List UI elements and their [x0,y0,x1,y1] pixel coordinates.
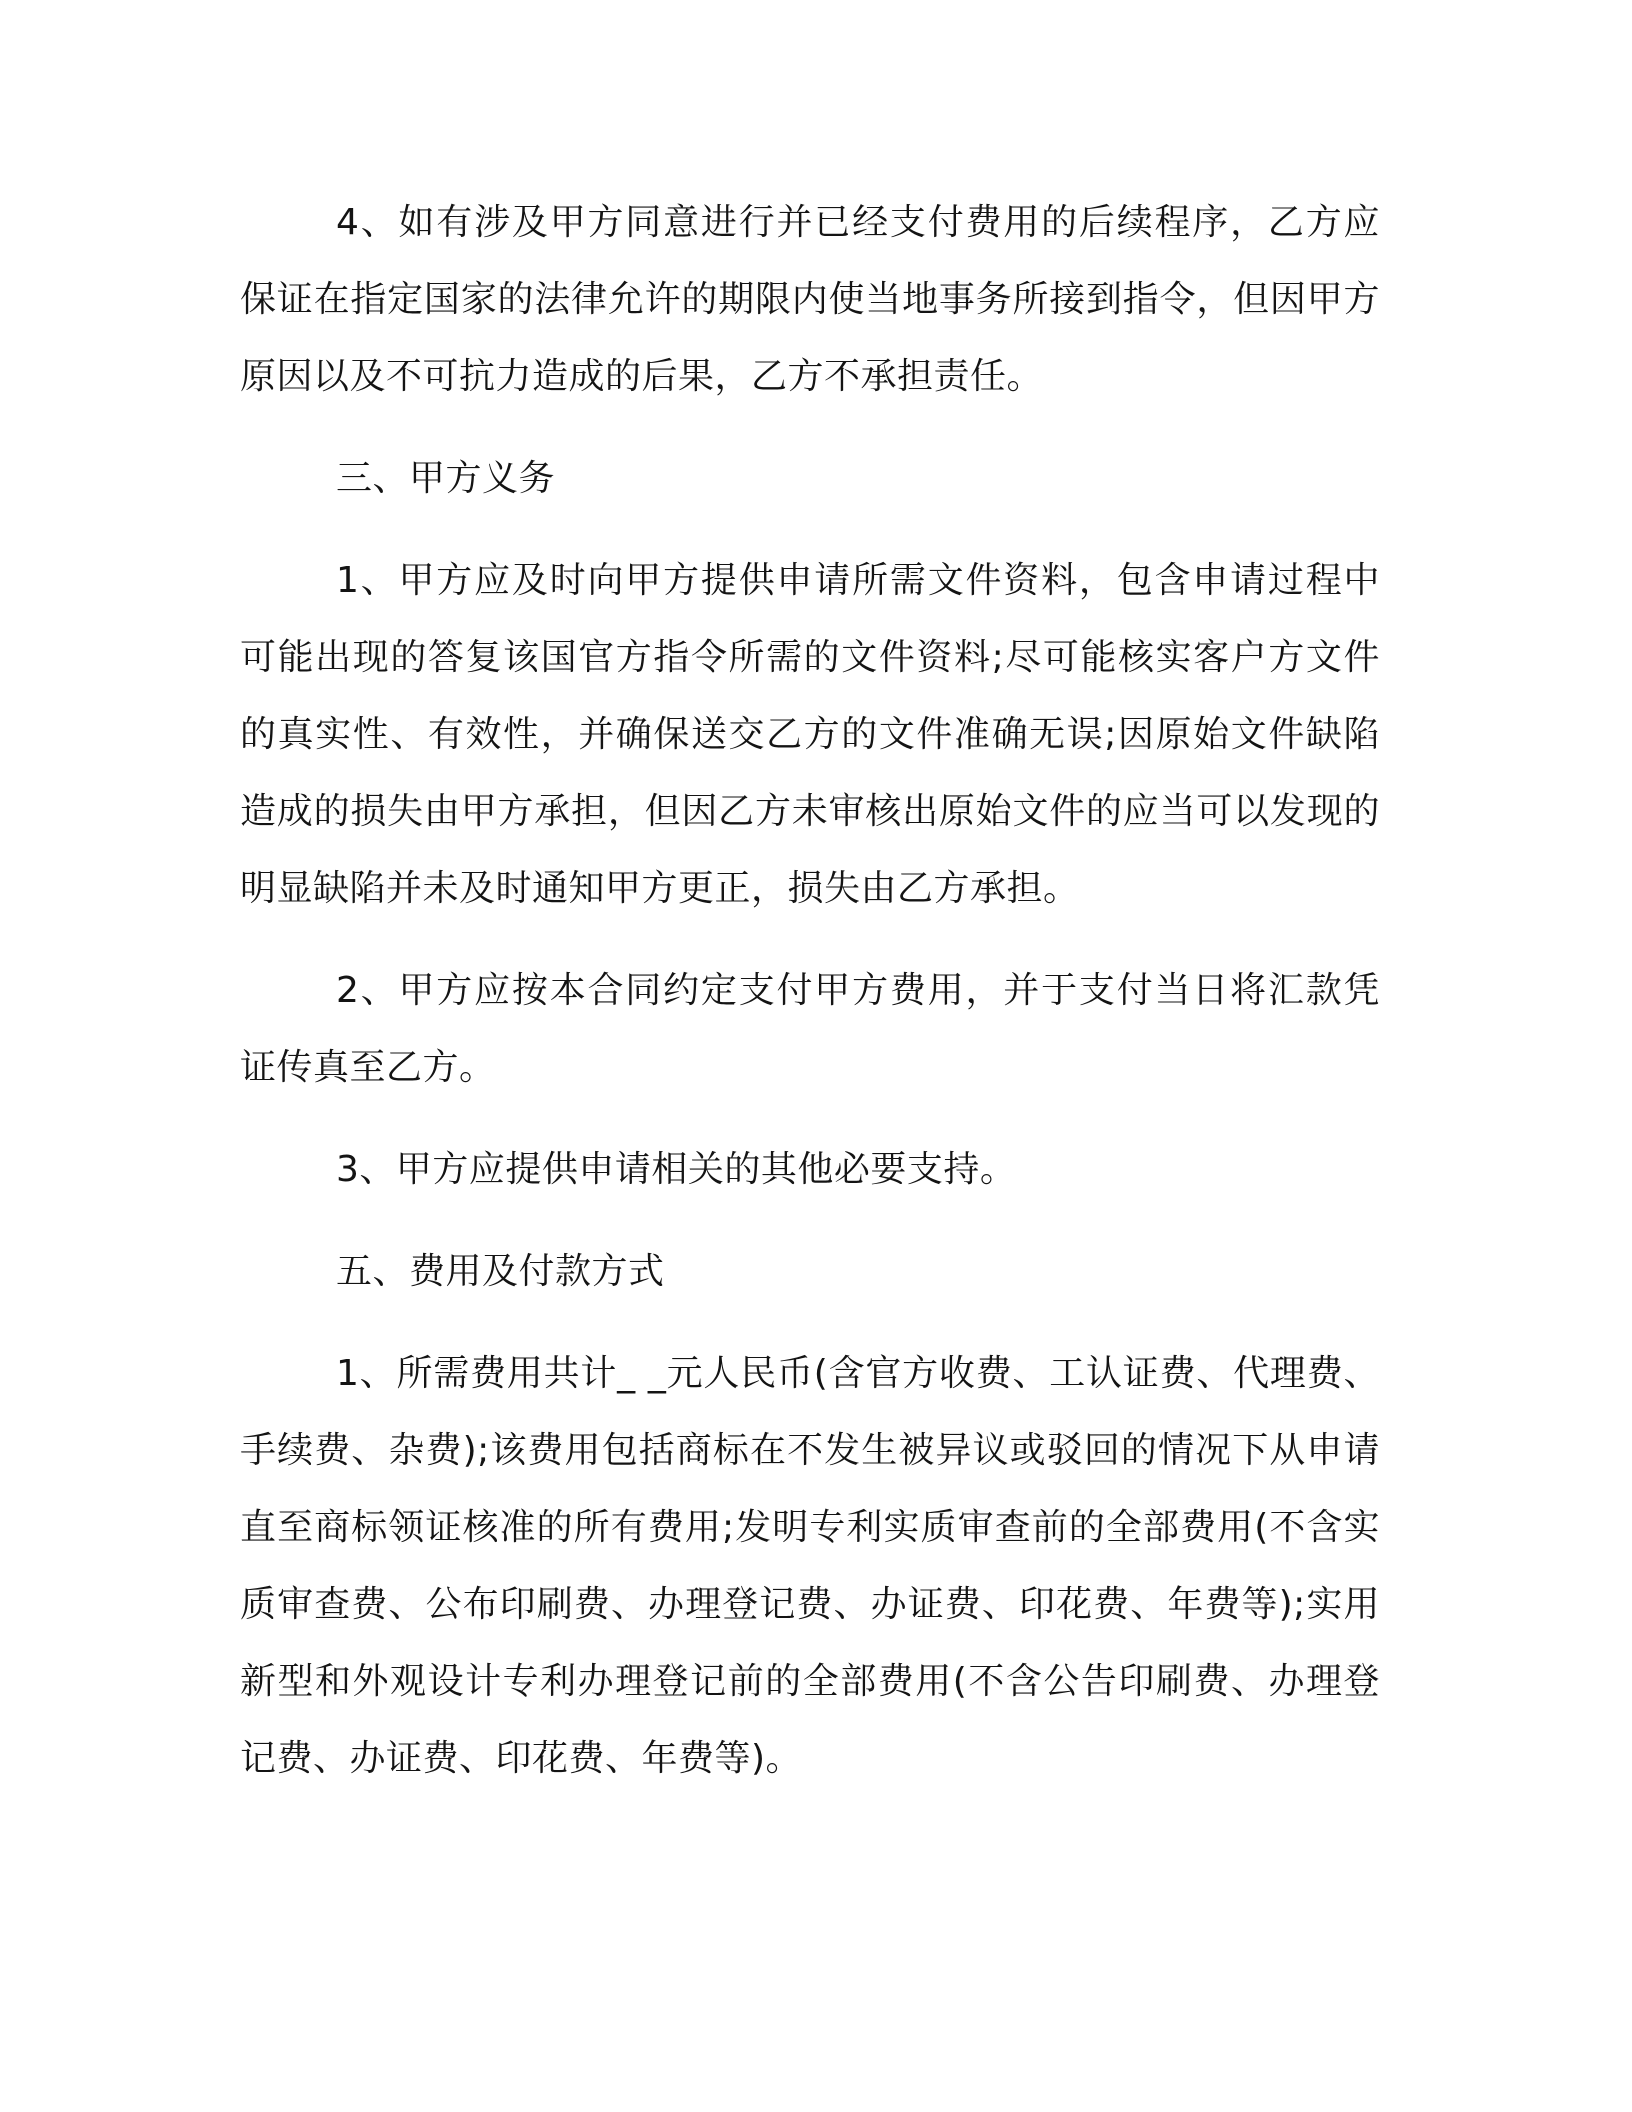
paragraph-total-fees: 1、所需费用共计_ _元人民币(含官方收费、工认证费、代理费、手续费、杂费);该费用包括商标在不发生被异议或驳回的情况下从申请直至商标领证核准的所有费用;发明专利实质审查前的全部费用(不含实质审查费、公布印刷费、办理登记费、办证费、印花费、年费等);实用新型和外观设计专利办理登记前的全部费用(不含公告印刷费、办理登记费、办证费、印花费、年费等)。 [240,1353,1380,1779]
paragraph-other-support: 3、甲方应提供申请相关的其他必要支持。 [336,1149,1017,1190]
section-heading-fees-payment: 五、费用及付款方式 [336,1251,665,1292]
paragraph-payment-voucher: 2、甲方应按本合同约定支付甲方费用，并于支付当日将汇款凭证传真至乙方。 [240,970,1380,1088]
paragraph-follow-up-procedures: 4、如有涉及甲方同意进行并已经支付费用的后续程序，乙方应保证在指定国家的法律允许的期限内使当地事务所接到指令，但因甲方原因以及不可抗力造成的后果，乙方不承担责任。 [240,202,1380,397]
document-body [240,184,1380,1822]
paragraph-provide-documents: 1、甲方应及时向甲方提供申请所需文件资料，包含申请过程中可能出现的答复该国官方指令所需的文件资料;尽可能核实客户方文件的真实性、有效性，并确保送交乙方的文件准确无误;因原始文件缺陷造成的损失由甲方承担，但因乙方未审核出原始文件的应当可以发现的明显缺陷并未及时通知甲方更正，损失由乙方承担。 [240,560,1380,909]
section-heading-party-a-obligations: 三、甲方义务 [336,458,556,499]
